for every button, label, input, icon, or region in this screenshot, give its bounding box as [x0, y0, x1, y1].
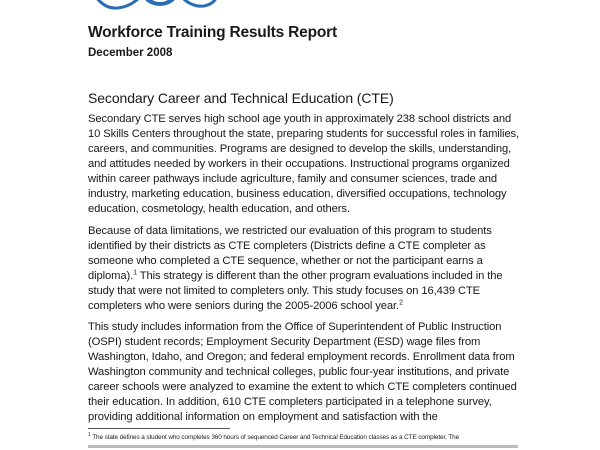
- paragraph-text: This strategy is different than the other program evaluations included in the study that were not limited to completers only. This study focuses on 16,439 CTE completers who were seniors during the 2005-2006 school year.: [88, 270, 503, 312]
- footnote-continuation-cutoff: [88, 443, 518, 450]
- footnote-reference-1[interactable]: 1: [133, 269, 137, 277]
- footnote-divider: [88, 428, 230, 429]
- paragraph-program-overview: Secondary CTE serves high school age youth in approximately 238 school districts and 10 Skills Centers throughout the state, preparing students for successful roles in families, careers, and communities. Programs are designed to develop the skills, understanding, and attitudes needed by workers in their occupations. Instructional programs organized within career pathways include agriculture, family and consumer sciences, trade and industry, marketing education, business education, diversified occupations, technology education, cosmetology, health education, and others.: [88, 113, 520, 215]
- footnote-1-mark: 1: [88, 431, 91, 438]
- paragraph-text: Because of data limitations, we restricted our evaluation of this program to students identified by their districts as CTE completers (Districts define a CTE completer as someone who completed a CTE sequence, whether or not the participant earns a diploma).: [88, 225, 492, 282]
- report-title: Workforce Training Results Report: [88, 24, 337, 41]
- paragraph-data-sources: This study includes information from the Office of Superintendent of Public Instruction (OSPI) student records; Employment Security Department (ESD) wage files from Washington, Idaho, and Oregon; and federal employment records. Enrollment data from Washington community and technical colleges, public four-year institutions, and private career schools were analyzed to examine the extent to which CTE completers continued their education. In addition, 610 CTE completers participated in a telephone survey, providing additional information on employment and satisfaction with the: [88, 321, 517, 423]
- agency-logo: [88, 0, 222, 10]
- section-heading: Secondary Career and Technical Education (CTE): [88, 90, 394, 106]
- paragraph-data-limitations: [88, 224, 526, 314]
- footnote-reference-2[interactable]: 2: [399, 299, 403, 307]
- footnote-1-text: The state defines a student who completes 360 hours of sequenced Career and Technical Education classes as a CTE completer. The: [92, 434, 460, 441]
- footnote-1: [88, 433, 548, 442]
- report-date: December 2008: [88, 47, 173, 59]
